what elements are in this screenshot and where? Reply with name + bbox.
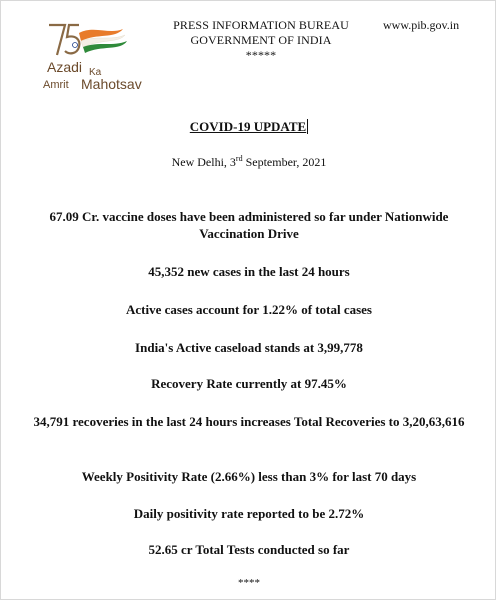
- highlight-active-share: Active cases account for 1.22% of total cases: [126, 302, 372, 317]
- highlight-daily-positivity: Daily positivity rate reported to be 2.72%: [133, 506, 365, 521]
- bureau-name: PRESS INFORMATION BUREAU: [173, 18, 349, 32]
- highlight-recovery-rate: Recovery Rate currently at 97.45%: [151, 376, 347, 391]
- header-stars: *****: [245, 48, 277, 62]
- highlight-weekly-positivity: Weekly Positivity Rate (2.66%) less than 3% for last 70 days: [81, 469, 417, 484]
- bureau-header: [161, 18, 361, 63]
- document-title: [1, 119, 496, 135]
- dateline-ordinal: rd: [235, 154, 243, 163]
- government-name: GOVERNMENT OF INDIA: [190, 33, 332, 47]
- dateline: [1, 154, 496, 170]
- logo-amrit-text: Amrit: [43, 79, 69, 91]
- highlight-new-cases: 45,352 new cases in the last 24 hours: [148, 264, 350, 279]
- logo-seven-stroke: [49, 25, 65, 55]
- highlight-total-tests: 52.65 cr Total Tests conducted so far: [148, 542, 350, 557]
- highlight-recoveries: 34,791 recoveries in the last 24 hours increases Total Recoveries to 3,20,63,616: [33, 414, 465, 429]
- end-stars: ****: [238, 577, 260, 589]
- logo-azadi-text: Azadi: [47, 59, 83, 75]
- dateline-prefix: New Delhi, 3: [171, 155, 236, 169]
- dateline-rest: September, 2021: [242, 155, 327, 169]
- logo-chakra: [73, 43, 78, 48]
- logo-five-stroke: [65, 25, 79, 53]
- logo-mahotsav-text: Mahotsav: [81, 76, 142, 92]
- title-text: COVID-19 UPDATE: [189, 119, 307, 134]
- highlight-vaccine-doses: 67.09 Cr. vaccine doses have been administered so far under Nationwide Vaccination Drive: [49, 209, 449, 241]
- website-link[interactable]: www.pib.gov.in: [383, 18, 460, 32]
- highlight-active-caseload: India's Active caseload stands at 3,99,778: [135, 340, 363, 355]
- azadi-ka-amrit-mahotsav-logo: [39, 19, 151, 99]
- logo-ka-text: Ka: [89, 67, 102, 78]
